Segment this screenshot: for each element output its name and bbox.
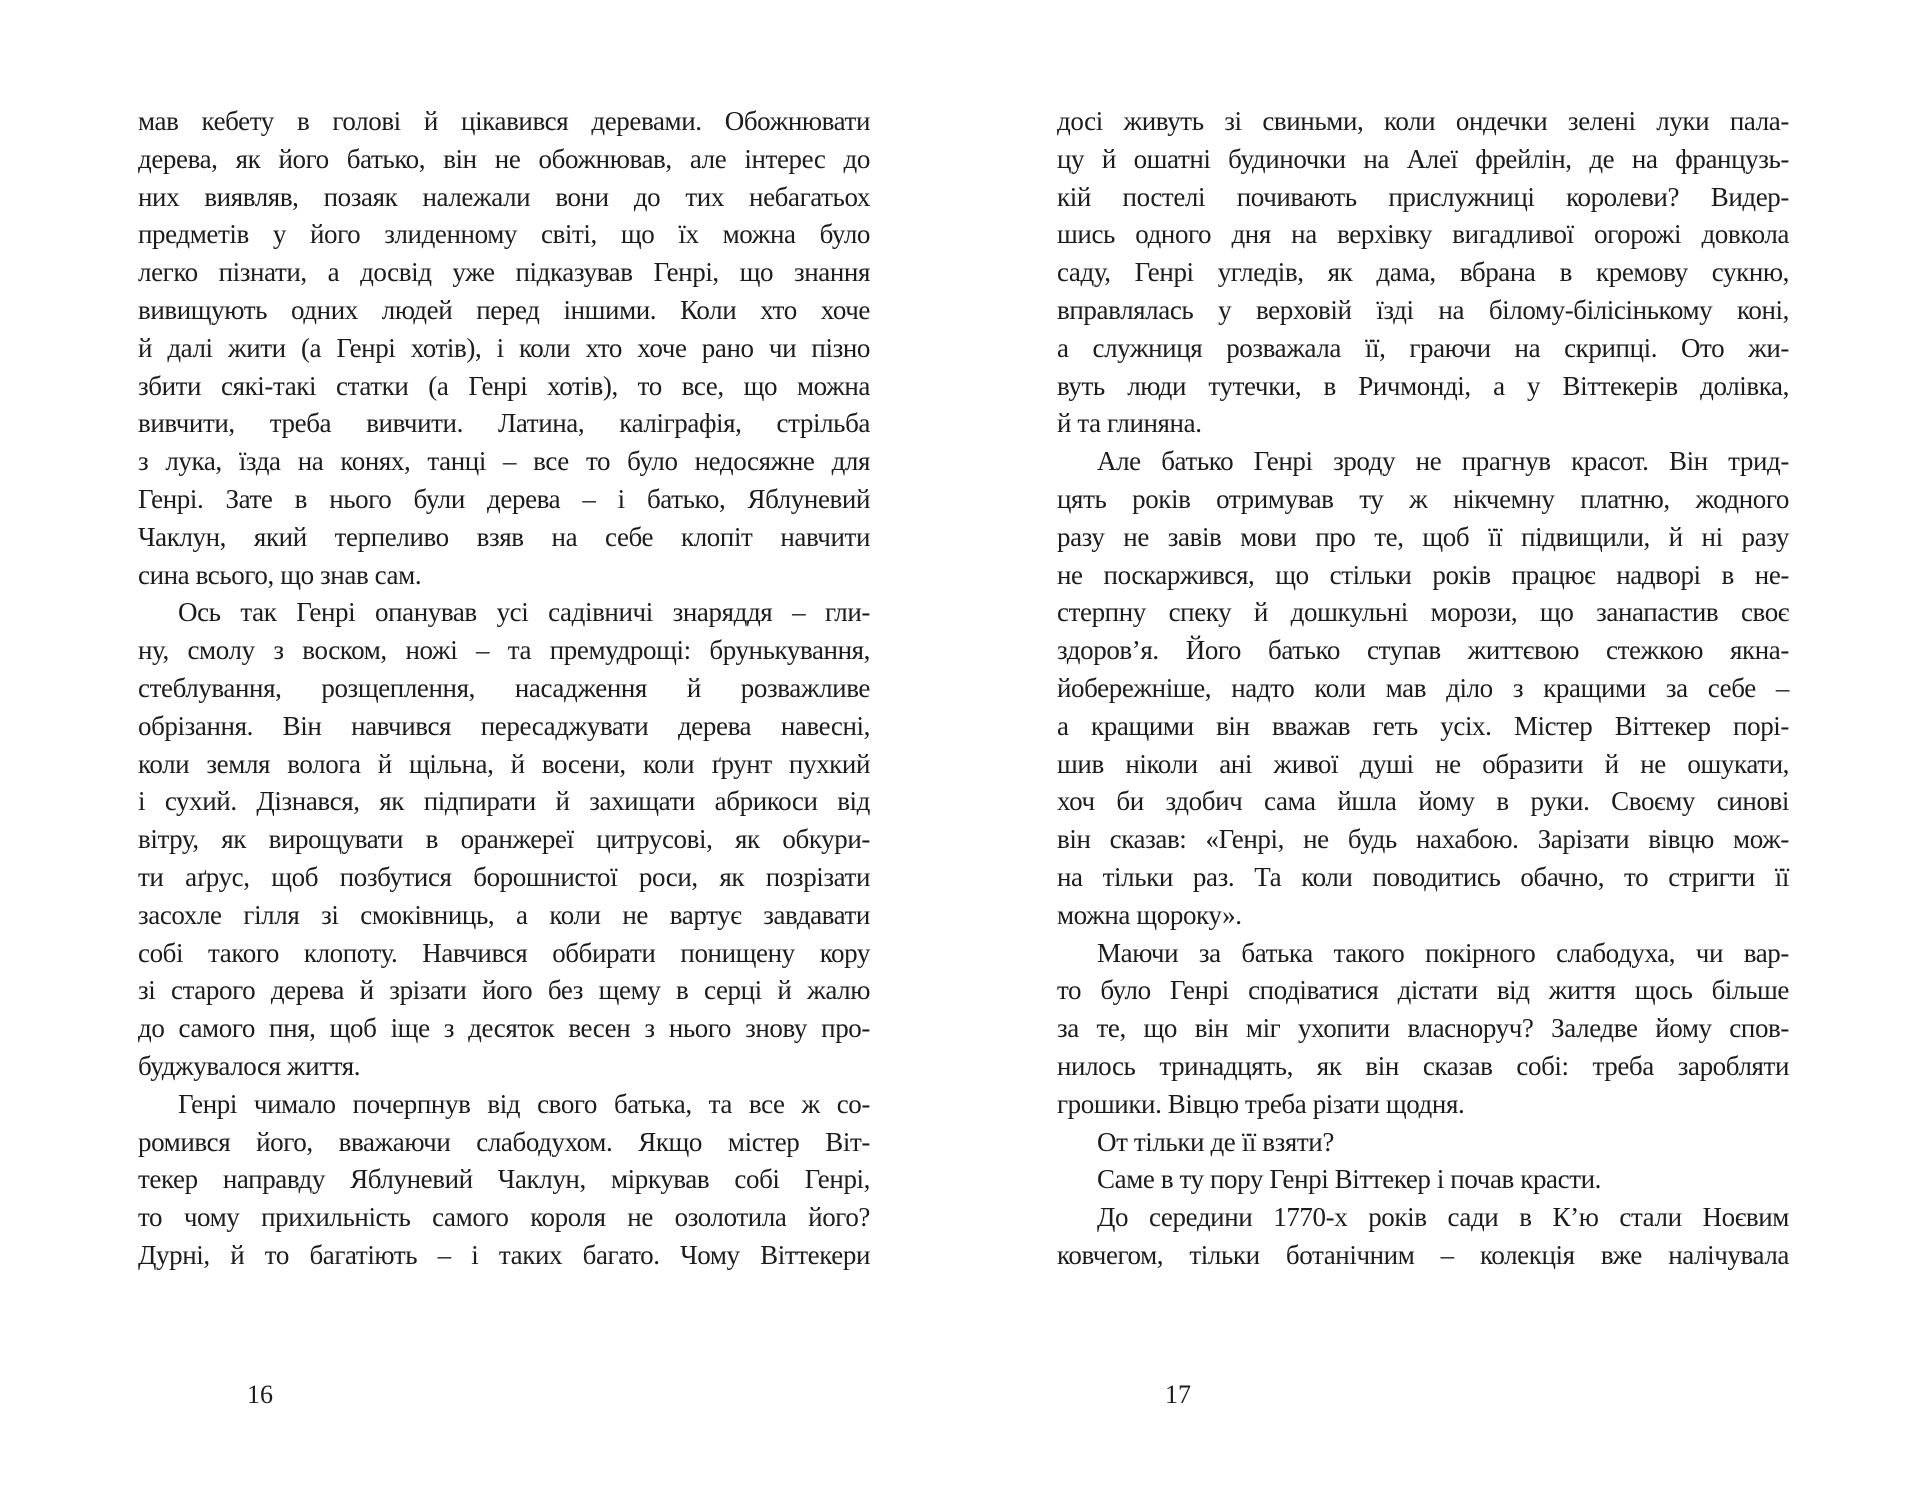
text-line: цять років отримував ту ж нікчемну платню, жодного [1057, 483, 1789, 514]
text-line: Саме в ту пору Генрі Віттекер і почав красти. [1097, 1164, 1602, 1195]
text-line: йобережніше, надто коли мав діло з кращими за себе – [1057, 672, 1789, 703]
text-line: шись одного дня на верхівку вигадливої огорожі довкола [1057, 219, 1789, 250]
text-line: текер направду Яблуневий Чаклун, міркував собі Генрі, [138, 1164, 870, 1195]
text-line: нилось тринадцять, як він сказав собі: треба заробляти [1057, 1050, 1789, 1081]
text-line: Ось так Генрі опанував усі садівничі знаряддя – гли- [178, 597, 870, 628]
text-line: стеблування, розщеплення, насадження й розважливе [138, 672, 870, 703]
text-line: а кращими він вважав геть усіх. Містер Віттекер порі- [1057, 710, 1789, 741]
text-line: то було Генрі сподіватися дістати від життя щось більше [1057, 975, 1789, 1006]
text-line: ковчегом, тільки ботанічним – колекція вже налічувала [1057, 1239, 1789, 1270]
text-line: предметів у його злиденному світі, що їх можна було [138, 219, 870, 250]
text-line: то чому прихильність самого короля не озолотила його? [138, 1202, 870, 1233]
page-number-left: 16 [247, 1380, 273, 1409]
text-line: досі живуть зі свиньми, коли ондечки зелені луки пала- [1057, 106, 1789, 136]
text-line: вправлялась у верховій їзді на білому-білісінькому коні, [1057, 294, 1789, 325]
page-number-right: 17 [1165, 1380, 1191, 1409]
text-line: шив ніколи ані живої душі не образити й не ошукати, [1057, 748, 1789, 779]
text-line: стерпну спеку й дошкульні морози, що занапастив своє [1057, 597, 1789, 628]
text-line: них виявляв, позаяк належали вони до тих небагатьох [138, 181, 870, 212]
text-line: не поскаржився, що стільки років працює надворі в не- [1057, 559, 1789, 590]
text-line: зі старого дерева й зрізати його без щему в серці й жалю [138, 975, 870, 1006]
text-line: Дурні, й то багатіють – і таких багато. Чому Віттекери [138, 1239, 870, 1270]
text-line: й та глиняна. [1057, 408, 1202, 439]
text-line: на тільки раз. Та коли поводитись обачно, то стригти її [1057, 861, 1789, 892]
left-page-text [138, 103, 870, 1275]
text-line: здоров’я. Його батько ступав життєвою стежкою якна- [1057, 635, 1789, 666]
text-line: з лука, їзда на конях, танці – все то було недосяжне для [138, 446, 870, 477]
text-line: дерева, як його батько, він не обожнював, але інтерес до [138, 143, 870, 174]
text-line: і сухий. Дізнався, як підпирати й захищати абрикоси від [138, 786, 870, 817]
right-page-text [1057, 103, 1789, 1275]
text-line: кій постелі почивають прислужниці королеви? Видер- [1057, 181, 1789, 212]
text-line: Генрі. Зате в нього були дерева – і батько, Яблуневий [138, 483, 870, 514]
text-line: ромився його, вважаючи слабодухом. Якщо містер Віт- [138, 1126, 870, 1157]
text-line: за те, що він міг ухопити власноруч? Заледве йому спов- [1057, 1013, 1789, 1044]
text-line: вітру, як вирощувати в оранжереї цитрусові, як обкури- [138, 824, 870, 855]
text-line: ти аґрус, щоб позбутися борошнистої роси, як позрізати [138, 861, 870, 892]
text-line: збити сякі-такі статки (а Генрі хотів), то все, що можна [138, 370, 870, 401]
text-line: хоч би здобич сама йшла йому в руки. Своєму синові [1057, 786, 1789, 817]
text-line: мав кебету в голові й цікавився деревами. Обожнювати [138, 106, 870, 136]
text-line: Генрі чимало почерпнув від свого батька, та все ж со- [178, 1088, 870, 1119]
text-line: собі такого клопоту. Навчився оббирати понищену кору [138, 937, 870, 968]
text-line: ну, смолу з воском, ножі – та премудрощі: брунькування, [138, 635, 870, 666]
text-line: От тільки де її взяти? [1097, 1126, 1334, 1157]
text-line: разу не завів мови про те, щоб її підвищили, й ні разу [1057, 521, 1789, 552]
text-line: саду, Генрі угледів, як дама, вбрана в кремову сукню, [1057, 257, 1789, 288]
text-line: він сказав: «Генрі, не будь нахабою. Зарізати вівцю мож- [1057, 824, 1789, 855]
text-line: Маючи за батька такого покірного слабодуха, чи вар- [1097, 937, 1789, 968]
text-line: цу й ошатні будиночки на Алеї фрейлін, де на французь- [1057, 143, 1789, 174]
text-line: засохле гілля зі смоківниць, а коли не вартує завдавати [138, 899, 870, 930]
text-line: й далі жити (а Генрі хотів), і коли хто хоче рано чи пізно [138, 332, 870, 363]
text-line: легко пізнати, а досвід уже підказував Генрі, що знання [138, 257, 870, 288]
text-line: буджувалося життя. [138, 1050, 361, 1081]
text-line: До середини 1770-х років сади в К’ю стали Ноєвим [1097, 1202, 1789, 1233]
text-line: можна щороку». [1057, 899, 1242, 930]
text-line: Чаклун, який терпеливо взяв на себе клопіт навчити [138, 521, 870, 552]
text-line: вуть люди тутечки, в Ричмонді, а у Віттекерів долівка, [1057, 370, 1789, 401]
text-line: Але батько Генрі зроду не прагнув красот. Він трид- [1097, 446, 1789, 477]
text-line: коли земля волога й щільна, й восени, коли ґрунт пухкий [138, 748, 870, 779]
text-line: сина всього, що знав сам. [138, 559, 422, 590]
text-line: а служниця розважала її, граючи на скрипці. Ото жи- [1057, 332, 1789, 363]
text-line: вивищують одних людей перед іншими. Коли хто хоче [138, 294, 870, 325]
text-line: вивчити, треба вивчити. Латина, каліграфія, стрільба [138, 408, 870, 439]
text-line: до самого пня, щоб іще з десяток весен з нього знову про- [138, 1013, 870, 1044]
text-line: грошики. Вівцю треба різати щодня. [1057, 1088, 1465, 1119]
text-line: обрізання. Він навчився пересаджувати дерева навесні, [138, 710, 870, 741]
